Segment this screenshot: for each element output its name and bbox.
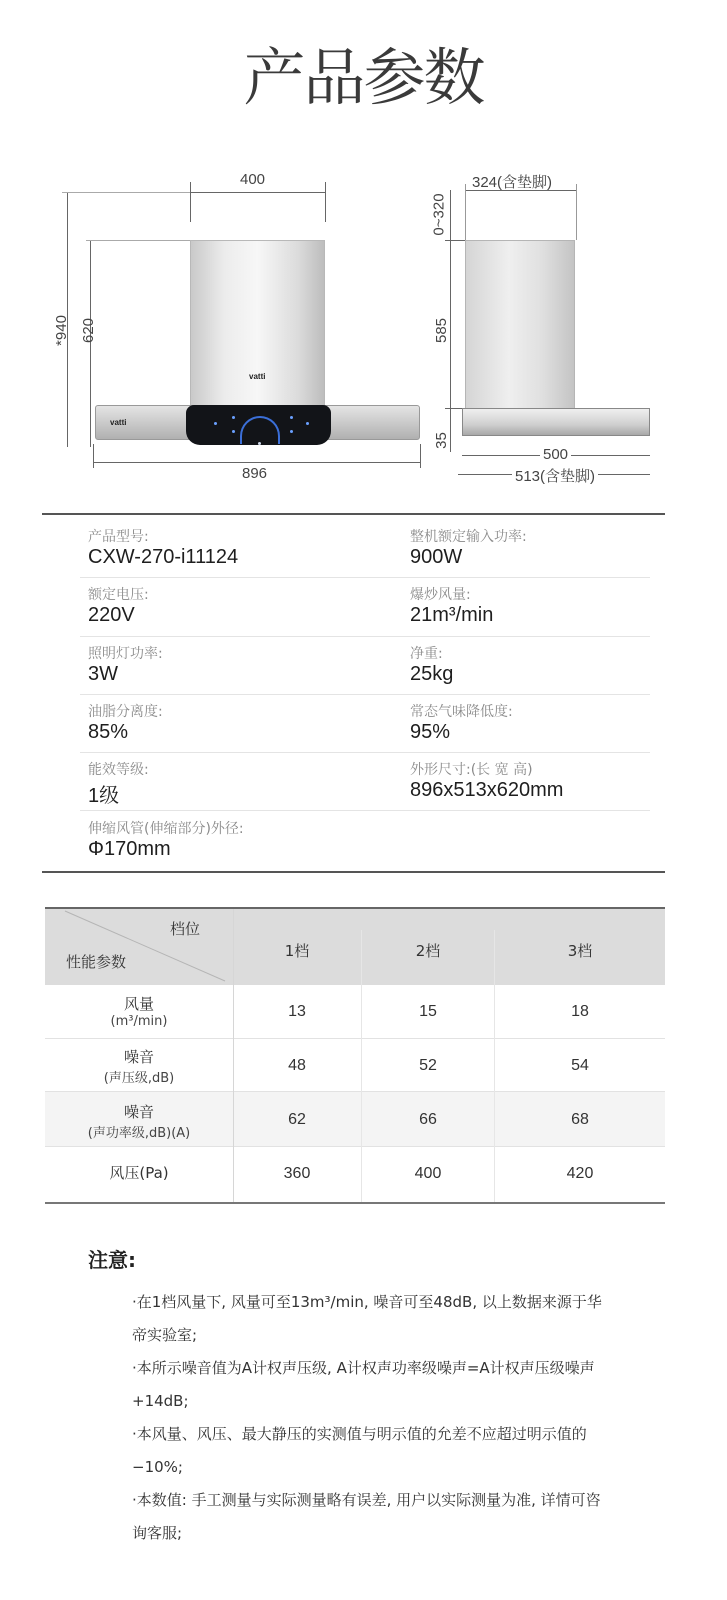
touch-indicator-icon [290,430,293,433]
table-cell: 68 [571,1111,589,1128]
table-cell: 18 [571,1003,589,1020]
table-cell: 15 [419,1003,437,1020]
table-cell: 48 [288,1057,306,1074]
spec-value: 1级 [88,785,120,807]
dim-side-depth: 500 [540,446,571,463]
dim-side-range: 0~320 [430,193,448,236]
row-label [45,1101,233,1141]
notes-title: 注意: [88,1248,136,1272]
spec-label: 外形尺寸:(长 宽 高) [410,762,533,778]
spec-value: 95% [410,721,451,743]
row-label [45,1162,233,1183]
dim-side-panel: 35 [432,432,450,449]
hood-side-panel [462,408,650,436]
dim-line-side-vertical [450,190,451,452]
brand-logo: vatti [249,372,266,381]
dim-tick [93,444,94,468]
spec-label: 能效等级: [88,762,149,778]
table-cell: 54 [571,1057,589,1074]
touch-indicator-icon [214,422,217,425]
dim-width-top: 400 [240,171,266,188]
touch-indicator-icon [306,422,309,425]
table-cell: 62 [288,1111,306,1128]
table-cell: 400 [414,1165,442,1182]
spec-value: Φ170mm [88,838,171,860]
dim-width-bottom: 896 [242,465,268,482]
row-name: 噪音 [123,1103,154,1121]
sensor-icon [258,442,261,445]
note-item: ·本数值: 手工测量与实际测量略有误差, 用户以实际测量为准, 详情可咨询客服; [132,1491,601,1542]
spec-divider-bottom [42,871,665,873]
note-item: ·本风量、风压、最大静压的实测值与明示值的允差不应超过明示值的−10%; [132,1425,587,1476]
row-unit: (m³/min) [110,1014,168,1029]
hood-chimney [190,240,325,408]
spec-separator [80,810,650,811]
spec-label: 爆炒风量: [410,587,471,603]
column-divider [494,930,495,1202]
dim-tick [445,240,465,241]
brand-logo: vatti [110,418,127,427]
spec-label: 油脂分离度: [88,704,163,720]
table-cell: 420 [566,1165,594,1182]
spec-label: 产品型号: [88,529,149,545]
dim-tick [190,182,191,222]
column-divider [233,909,234,1202]
spec-value: 85% [88,721,129,743]
table-cell: 52 [419,1057,437,1074]
spec-value: CXW-270-i11124 [88,546,239,568]
table-cell: 13 [288,1003,306,1020]
dim-height-body: 620 [80,317,98,344]
spec-separator [80,577,650,578]
spec-value: 25kg [410,663,454,685]
table-cell: 66 [419,1111,437,1128]
table-cell: 360 [283,1165,311,1182]
spec-label: 照明灯功率: [88,646,163,662]
row-label [45,993,233,1029]
column-header: 2档 [415,942,441,960]
spec-label: 整机额定输入功率: [410,529,527,545]
dim-tick [465,184,466,240]
spec-label: 净重: [410,646,443,662]
dim-side-body: 585 [433,317,451,344]
dim-tick [576,184,577,240]
column-header: 1档 [284,942,310,960]
dim-line-400 [190,192,325,193]
touch-indicator-icon [232,416,235,419]
column-header: 3档 [567,942,593,960]
note-item: ·在1档风量下, 风量可至13m³/min, 噪音可至48dB, 以上数据来源于华帝实验室; [132,1293,602,1344]
page-title: 产品参数 [243,41,484,114]
note-item: ·本所示噪音值为A计权声压级, A计权声功率级噪声=A计权声压级噪声+14dB; [132,1359,595,1410]
row-separator [45,1146,665,1147]
spec-separator [80,694,650,695]
spec-divider-top [42,513,665,515]
row-name: 噪音 [123,1048,154,1066]
spec-separator [80,752,650,753]
spec-label: 常态气味降低度: [410,704,513,720]
corner-label-gear: 档位 [170,920,201,938]
dim-extension [62,192,190,193]
spec-value: 896x513x620mm [410,779,564,801]
hood-side-chimney [465,240,575,410]
row-separator [45,1038,665,1039]
row-name: 风压(Pa) [109,1164,169,1182]
dim-line-620 [90,240,91,447]
dim-extension [86,240,190,241]
spec-value: 220V [88,604,135,626]
dim-line-896 [93,462,421,463]
corner-label-param: 性能参数 [66,953,127,971]
spec-value: 3W [88,663,118,685]
dim-tick [325,182,326,222]
spec-separator [80,636,650,637]
touch-indicator-icon [290,416,293,419]
row-unit: (声功率级,dB)(A) [87,1126,191,1141]
row-name: 风量 [123,995,154,1013]
column-divider [361,930,362,1202]
spec-label: 伸缩风管(伸缩部分)外径: [88,821,244,837]
row-unit: (声压级,dB) [103,1071,175,1086]
dim-side-depth-feet: 513(含垫脚) [512,465,598,486]
table-bottom-border [45,1202,665,1204]
dim-tick [420,444,421,468]
spec-value: 21m³/min [410,604,494,626]
spec-label: 额定电压: [88,587,149,603]
touch-indicator-icon [232,430,235,433]
spec-value: 900W [410,546,463,568]
row-label [45,1046,233,1086]
corner-diagonal [45,909,233,985]
dim-side-top: 324(含垫脚) [472,174,553,191]
dim-height-total: *940 [52,315,70,346]
